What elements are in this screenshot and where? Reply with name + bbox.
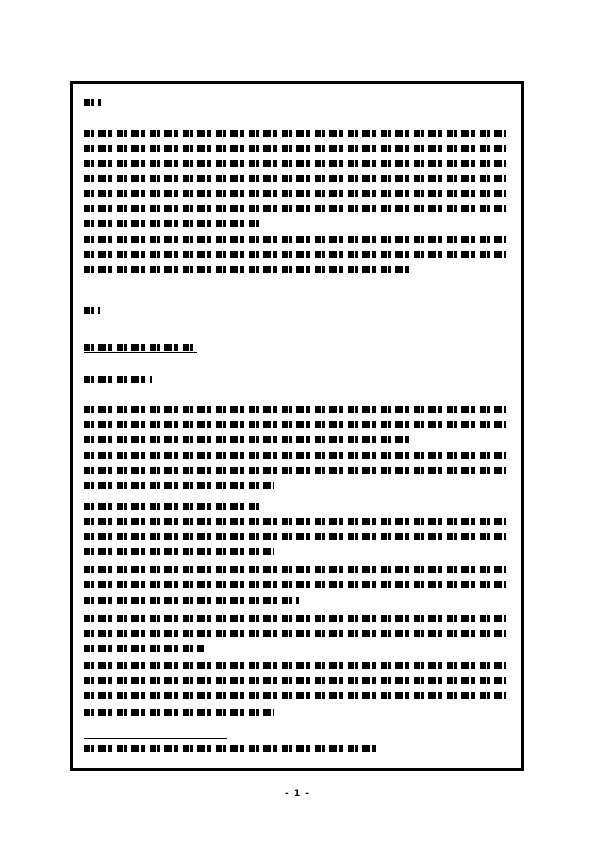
paragraph-line <box>84 251 506 258</box>
subsection-subheading <box>84 376 152 383</box>
paragraph-line <box>84 615 506 622</box>
paragraph-line <box>84 130 506 137</box>
paragraph-line <box>84 421 506 428</box>
page-number: - 1 - <box>285 789 310 799</box>
paragraph-line <box>84 266 414 273</box>
section-heading-1 <box>84 99 101 106</box>
paragraph-line <box>84 630 506 637</box>
paragraph-line <box>84 160 506 167</box>
paragraph-line <box>84 709 274 716</box>
paragraph-line <box>84 452 506 459</box>
paragraph-line <box>84 190 506 197</box>
paragraph-line <box>84 220 259 227</box>
paragraph-line <box>84 645 204 652</box>
paragraph-line <box>84 677 506 684</box>
paragraph-line <box>84 436 414 443</box>
paragraph-line <box>84 205 506 212</box>
paragraph-line <box>84 503 260 510</box>
paragraph-line <box>84 566 506 573</box>
paragraph-line <box>84 597 299 604</box>
paragraph-line <box>84 533 506 540</box>
paragraph-line <box>84 692 506 699</box>
paragraph-line <box>84 518 506 525</box>
paragraph-line <box>84 175 506 182</box>
footnote-line <box>84 745 380 752</box>
footnote-separator <box>84 738 227 739</box>
paragraph-line <box>84 482 274 489</box>
paragraph-line <box>84 662 506 669</box>
paragraph-line <box>84 467 506 474</box>
paragraph-line <box>84 406 506 413</box>
subsection-heading-underline <box>84 352 197 353</box>
paragraph-line <box>84 548 274 555</box>
section-heading-2 <box>84 307 100 314</box>
paragraph-line <box>84 145 506 152</box>
subsection-heading <box>84 344 197 351</box>
paragraph-line <box>84 236 506 243</box>
paragraph-line <box>84 581 506 588</box>
